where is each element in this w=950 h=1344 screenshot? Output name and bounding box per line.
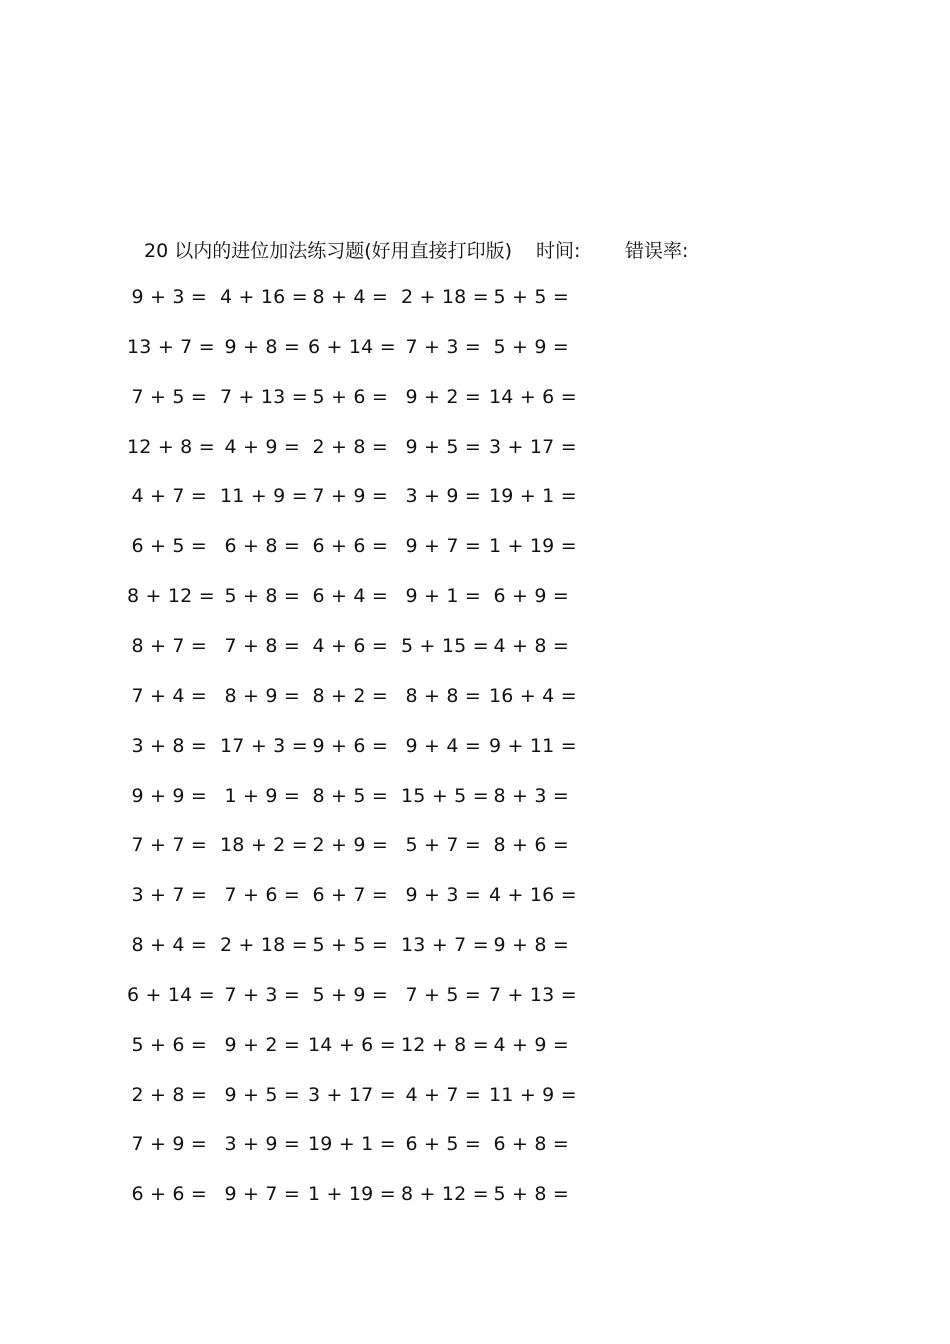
problem-item: 4 + 16 = [489, 884, 577, 906]
problem-row [0, 1133, 950, 1163]
problem-item: 6 + 5 = [131, 535, 207, 557]
problem-item: 5 + 6 = [312, 386, 388, 408]
problem-item: 14 + 6 = [308, 1034, 396, 1056]
problem-item: 18 + 2 = [220, 834, 308, 856]
problem-item: 2 + 18 = [220, 934, 308, 956]
problem-item: 5 + 6 = [131, 1034, 207, 1056]
problem-row [0, 834, 950, 864]
problem-item: 8 + 3 = [493, 785, 569, 807]
problem-row [0, 585, 950, 615]
problem-item: 5 + 9 = [493, 336, 569, 358]
worksheet-title: 20 以内的进位加法练习题(好用直接打印版) [144, 240, 513, 262]
problem-item: 2 + 9 = [312, 834, 388, 856]
problem-item: 7 + 3 = [224, 984, 300, 1006]
problem-item: 5 + 7 = [405, 834, 481, 856]
problem-item: 9 + 7 = [224, 1183, 300, 1205]
problem-item: 3 + 9 = [405, 485, 481, 507]
problem-item: 9 + 4 = [405, 735, 481, 757]
problem-item: 7 + 3 = [405, 336, 481, 358]
problem-item: 9 + 3 = [405, 884, 481, 906]
time-label: 时间: [536, 240, 581, 262]
problem-item: 8 + 4 = [131, 934, 207, 956]
problem-item: 12 + 8 = [401, 1034, 489, 1056]
problem-item: 9 + 2 = [224, 1034, 300, 1056]
problem-item: 5 + 8 = [493, 1183, 569, 1205]
problem-item: 8 + 9 = [224, 685, 300, 707]
problem-item: 3 + 8 = [131, 735, 207, 757]
problem-row [0, 1183, 950, 1213]
problem-item: 6 + 8 = [493, 1133, 569, 1155]
problem-row [0, 1034, 950, 1064]
problem-item: 4 + 9 = [224, 436, 300, 458]
problem-row [0, 934, 950, 964]
problem-row [0, 685, 950, 715]
problem-item: 7 + 9 = [131, 1133, 207, 1155]
problem-item: 19 + 1 = [489, 485, 577, 507]
problem-item: 5 + 15 = [401, 635, 489, 657]
problem-row [0, 735, 950, 765]
problem-item: 9 + 5 = [405, 436, 481, 458]
problem-row [0, 485, 950, 515]
problem-item: 14 + 6 = [489, 386, 577, 408]
problem-item: 11 + 9 = [489, 1084, 577, 1106]
problem-item: 2 + 18 = [401, 286, 489, 308]
problem-item: 7 + 13 = [489, 984, 577, 1006]
problem-item: 6 + 5 = [405, 1133, 481, 1155]
problem-row [0, 785, 950, 815]
error-rate-label: 错误率: [625, 240, 689, 262]
problem-row [0, 635, 950, 665]
problem-item: 7 + 8 = [224, 635, 300, 657]
problem-item: 1 + 19 = [308, 1183, 396, 1205]
problem-item: 9 + 9 = [131, 785, 207, 807]
problem-item: 8 + 7 = [131, 635, 207, 657]
problem-item: 9 + 5 = [224, 1084, 300, 1106]
problem-item: 8 + 5 = [312, 785, 388, 807]
problem-item: 4 + 16 = [220, 286, 308, 308]
problem-item: 7 + 5 = [131, 386, 207, 408]
problem-item: 8 + 4 = [312, 286, 388, 308]
problem-row [0, 336, 950, 366]
problem-item: 8 + 2 = [312, 685, 388, 707]
problem-item: 9 + 8 = [224, 336, 300, 358]
problem-item: 15 + 5 = [401, 785, 489, 807]
problem-item: 6 + 9 = [493, 585, 569, 607]
problem-item: 8 + 12 = [401, 1183, 489, 1205]
problem-item: 9 + 7 = [405, 535, 481, 557]
problem-item: 7 + 5 = [405, 984, 481, 1006]
problem-item: 7 + 7 = [131, 834, 207, 856]
problem-item: 6 + 7 = [312, 884, 388, 906]
problem-item: 9 + 6 = [312, 735, 388, 757]
problem-item: 7 + 13 = [220, 386, 308, 408]
problem-item: 4 + 7 = [405, 1084, 481, 1106]
problem-item: 3 + 9 = [224, 1133, 300, 1155]
problem-item: 5 + 8 = [224, 585, 300, 607]
problem-item: 2 + 8 = [312, 436, 388, 458]
problem-item: 4 + 7 = [131, 485, 207, 507]
problem-item: 19 + 1 = [308, 1133, 396, 1155]
problem-item: 9 + 1 = [405, 585, 481, 607]
problem-item: 9 + 8 = [493, 934, 569, 956]
problem-row [0, 984, 950, 1014]
problem-item: 6 + 14 = [127, 984, 215, 1006]
problem-item: 7 + 6 = [224, 884, 300, 906]
problem-item: 2 + 8 = [131, 1084, 207, 1106]
problem-row [0, 436, 950, 466]
problem-item: 3 + 7 = [131, 884, 207, 906]
problem-item: 5 + 9 = [312, 984, 388, 1006]
problem-item: 9 + 11 = [489, 735, 577, 757]
problem-item: 9 + 2 = [405, 386, 481, 408]
problem-item: 11 + 9 = [220, 485, 308, 507]
problem-item: 6 + 6 = [131, 1183, 207, 1205]
problem-row [0, 286, 950, 316]
problem-item: 3 + 17 = [489, 436, 577, 458]
problem-item: 8 + 12 = [127, 585, 215, 607]
problem-item: 5 + 5 = [312, 934, 388, 956]
problem-item: 9 + 3 = [131, 286, 207, 308]
problem-row [0, 1084, 950, 1114]
problem-row [0, 884, 950, 914]
problem-item: 6 + 6 = [312, 535, 388, 557]
problem-row [0, 535, 950, 565]
problem-item: 17 + 3 = [220, 735, 308, 757]
problem-item: 4 + 8 = [493, 635, 569, 657]
problem-row [0, 386, 950, 416]
problem-item: 16 + 4 = [489, 685, 577, 707]
problem-item: 1 + 9 = [224, 785, 300, 807]
problem-item: 7 + 4 = [131, 685, 207, 707]
problem-item: 6 + 8 = [224, 535, 300, 557]
problem-item: 7 + 9 = [312, 485, 388, 507]
problem-item: 13 + 7 = [127, 336, 215, 358]
problem-item: 12 + 8 = [127, 436, 215, 458]
problem-item: 8 + 8 = [405, 685, 481, 707]
worksheet-header [144, 236, 844, 264]
problem-item: 6 + 14 = [308, 336, 396, 358]
problem-item: 8 + 6 = [493, 834, 569, 856]
problem-item: 4 + 6 = [312, 635, 388, 657]
problem-item: 6 + 4 = [312, 585, 388, 607]
problem-item: 4 + 9 = [493, 1034, 569, 1056]
problem-item: 3 + 17 = [308, 1084, 396, 1106]
problem-item: 13 + 7 = [401, 934, 489, 956]
problem-item: 1 + 19 = [489, 535, 577, 557]
problem-item: 5 + 5 = [493, 286, 569, 308]
